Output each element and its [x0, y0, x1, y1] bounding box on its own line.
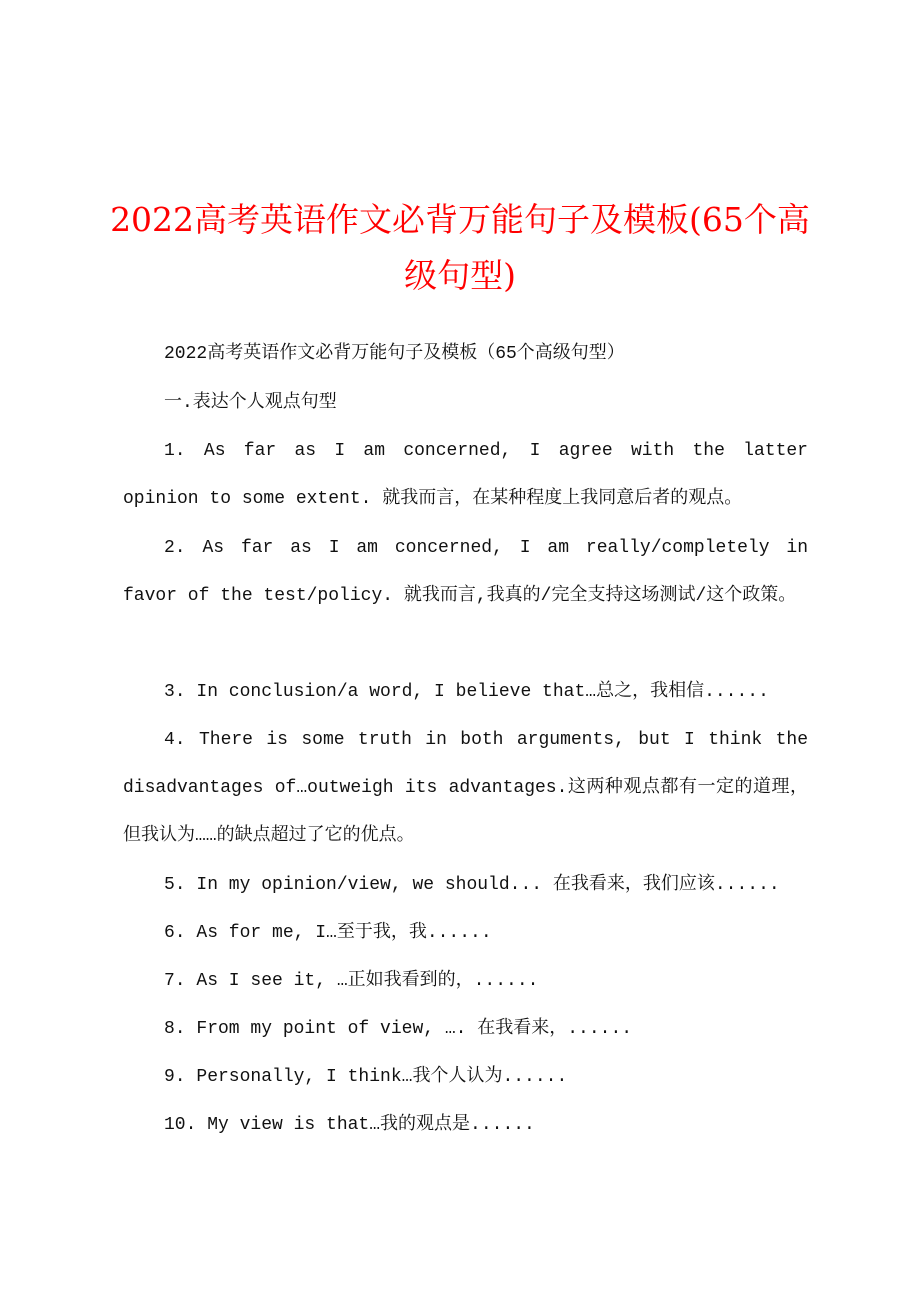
section-heading: 一.表达个人观点句型 — [164, 393, 337, 413]
list-item: 6. As for me, I…至于我，我...... — [164, 923, 492, 943]
list-item: 3. In conclusion/a word, I believe that…总之，我相信...... — [164, 682, 769, 702]
list-item: 4. There is some truth in both arguments, but I think the disadvantages of…outweigh its advantages.这两种观点都有一定的道理，但我认为……的缺点超过了它的优点。 — [123, 730, 808, 846]
document-subtitle: 2022高考英语作文必背万能句子及模板（65个高级句型） — [164, 344, 625, 364]
list-item: 1. As far as I am concerned, I agree with the latter opinion to some extent. 就我而言，在某种程度上我同意后者的观点。 — [123, 441, 808, 509]
document-title: 2022高考英语作文必背万能句子及模板(65个高级句型) — [110, 200, 810, 295]
list-item: 10. My view is that…我的观点是...... — [164, 1115, 535, 1135]
list-item: 7. As I see it, …正如我看到的，...... — [164, 971, 539, 991]
list-item: 2. As far as I am concerned, I am really/completely in favor of the test/policy. 就我而言,我真的/完全支持这场测试/这个政策。 — [123, 538, 808, 606]
list-item: 8. From my point of view, …. 在我看来，...... — [164, 1019, 633, 1039]
list-item: 5. In my opinion/view, we should... 在我看来，我们应该...... — [164, 875, 780, 895]
list-item: 9. Personally, I think…我个人认为...... — [164, 1067, 568, 1087]
